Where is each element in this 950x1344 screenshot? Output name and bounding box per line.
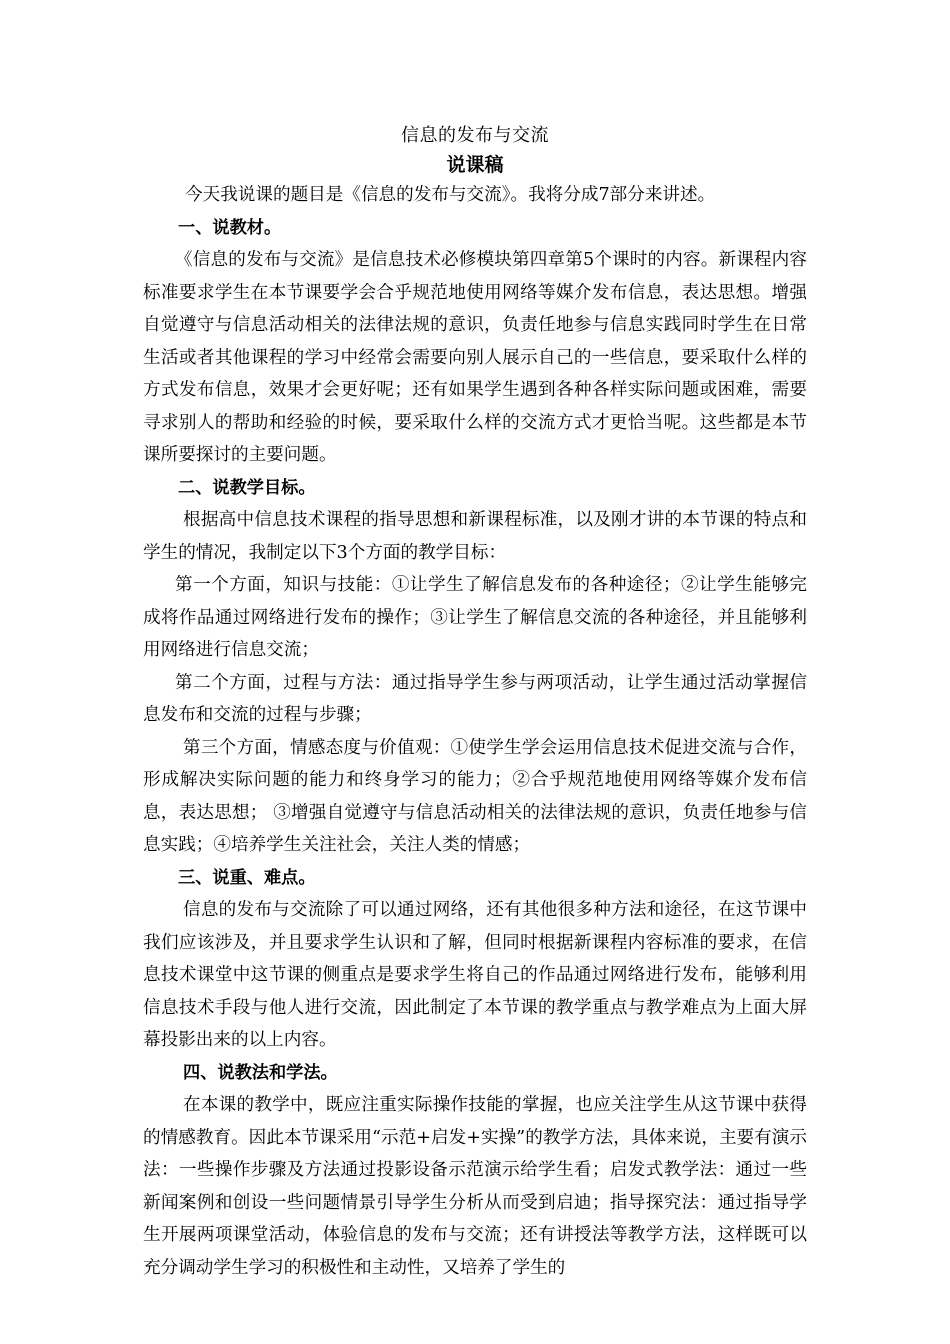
document-content — [143, 121, 807, 1284]
section-heading-objectives: 二、说教学目标。 — [178, 477, 316, 498]
objective-process-methods: 第二个方面，过程与方法：通过指导学生参与两项活动，让学生通过活动掌握信息发布和交流的过程与步骤； — [143, 672, 807, 725]
objective-knowledge-skills: 第一个方面，知识与技能：①让学生了解信息发布的各种途径；②让学生能够完成将作品通过网络进行发布的操作；③让学生了解信息交流的各种途径，并且能够利用网络进行信息交流； — [143, 575, 807, 660]
section-heading-textbook: 一、说教材。 — [178, 217, 282, 238]
document-title: 信息的发布与交流 — [401, 125, 549, 146]
section-body-key-points: 信息的发布与交流除了可以通过网络，还有其他很多种方法和途径，在这节课中我们应该涉及，并且要求学生认识和了解，但同时根据新课程内容标准的要求，在信息技术课堂中这节课的侧重点是要求学生将自己的作品通过网络进行发布，能够利用信息技术手段与他人进行交流，因此制定了本节课的教学重点与教学难点为上面大屏幕投影出来的以上内容。 — [143, 900, 807, 1050]
section-body-methods: 在本课的教学中，既应注重实际操作技能的掌握，也应关注学生从这节课中获得的情感教育。因此本节课采用“示范+启发+实操”的教学方法，具体来说，主要有演示法：一些操作步骤及方法通过投影设备示范演示给学生看；启发式教学法：通过一些新闻案例和创设一些问题情景引导学生分析从而受到启迪；指导探究法：通过指导学生开展两项课堂活动，体验信息的发布与交流；还有讲授法等教学方法，这样既可以充分调动学生学习的积极性和主动性，又培养了学生的 — [143, 1095, 807, 1278]
section-body-objectives: 根据高中信息技术课程的指导思想和新课程标准，以及刚才讲的本节课的特点和学生的情况，我制定以下3个方面的教学目标： — [143, 510, 807, 563]
section-body-textbook: 《信息的发布与交流》是信息技术必修模块第四章第5个课时的内容。新课程内容标准要求学生在本节课要学会合乎规范地使用网络等媒介发布信息，表达思想。增强自觉遵守与信息活动相关的法律法规的意识，负责任地参与信息实践同时学生在日常生活或者其他课程的学习中经常会需要向别人展示自己的一些信息，要采取什么样的方式发布信息，效果才会更好呢；还有如果学生遇到各种各样实际问题或困难，需要寻求别人的帮助和经验的时候，要采取什么样的交流方式才更恰当呢。这些都是本节课所要探讨的主要问题。 — [143, 250, 807, 465]
section-heading-methods: 四、说教法和学法。 — [183, 1062, 338, 1083]
document-subtitle: 说课稿 — [446, 154, 504, 176]
intro-paragraph: 今天我说课的题目是《信息的发布与交流》。我将分成7部分来讲述。 — [185, 185, 716, 205]
objective-attitudes-values: 第三个方面，情感态度与价值观：①使学生学会运用信息技术促进交流与合作，形成解决实际问题的能力和终身学习的能力；②合乎规范地使用网络等媒介发布信息，表达思想； ③增强自觉遵守与信息活动相关的法律法规的意识，负责任地参与信息实践；④培养学生关注社会，关注人类的情感； — [143, 737, 807, 855]
section-heading-key-points: 三、说重、难点。 — [178, 867, 316, 888]
